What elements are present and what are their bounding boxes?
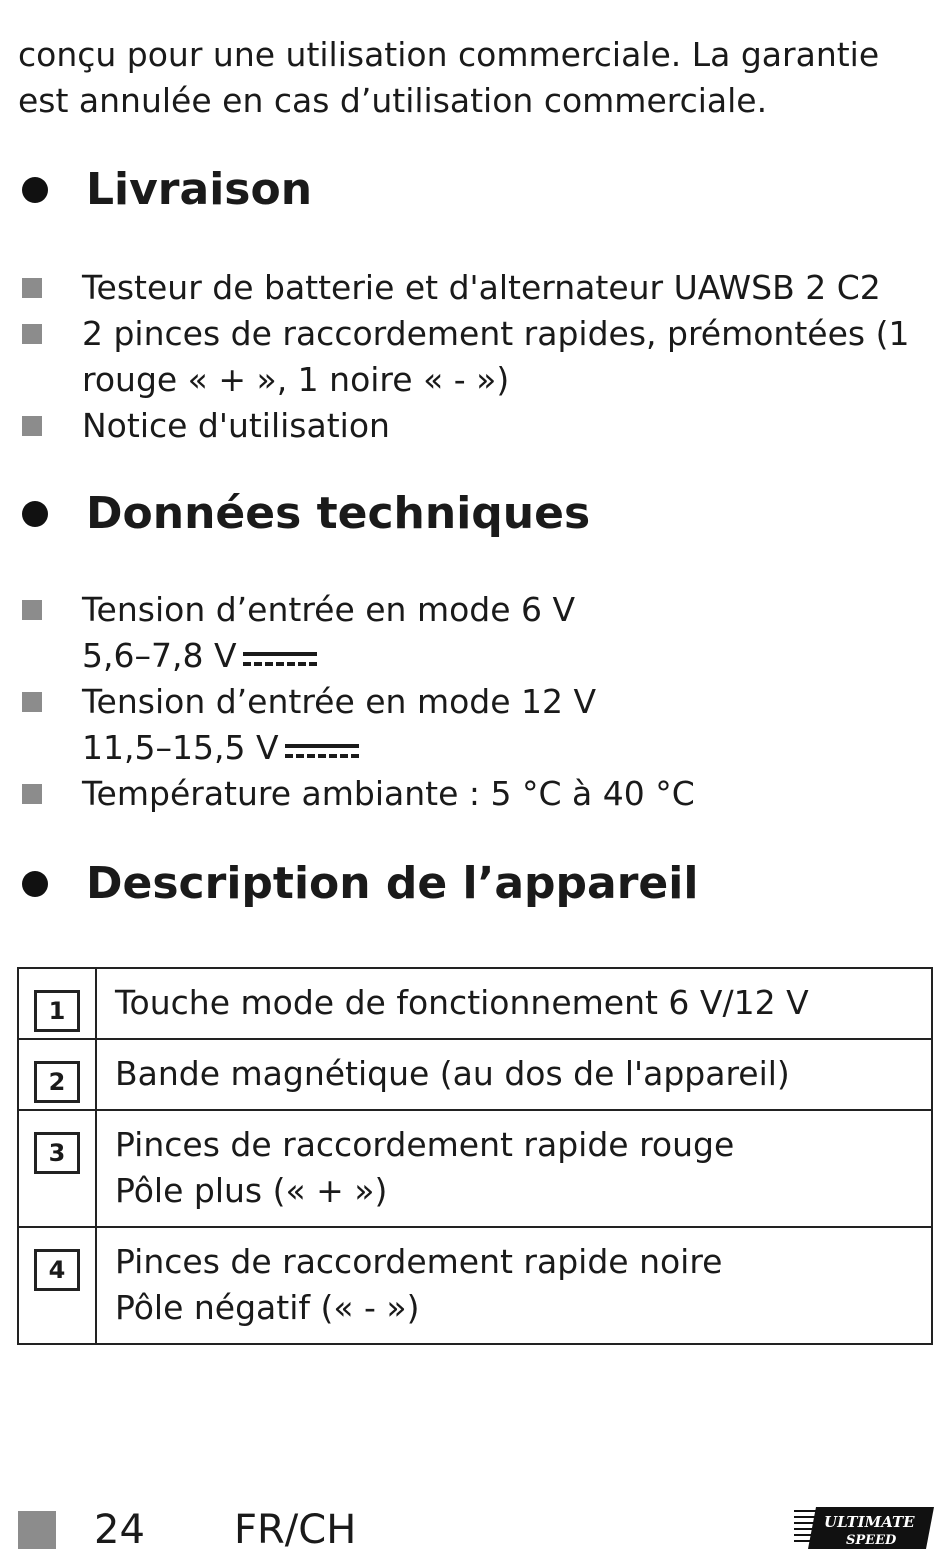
page-footer xyxy=(18,1505,934,1555)
spec-value: 11,5–15,5 V xyxy=(82,728,279,767)
item-description-detail: Pôle négatif (« - ») xyxy=(115,1288,420,1327)
list-item xyxy=(18,311,938,403)
spec-label: Température ambiante : 5 °C à 40 °C xyxy=(82,774,695,813)
spec-label: Tension d’entrée en mode 6 V xyxy=(82,590,576,629)
list-item-text: Testeur de batterie et d'alternateur UAWSB 2 C2 xyxy=(82,268,881,307)
direct-current-icon xyxy=(285,740,359,760)
square-bullet-icon xyxy=(22,692,42,712)
bullet-dot-icon xyxy=(22,177,48,203)
list-item xyxy=(18,403,938,449)
donnees-list xyxy=(18,587,938,817)
bullet-dot-icon xyxy=(22,871,48,897)
table-row xyxy=(18,968,932,1039)
section-heading-livraison xyxy=(18,164,312,215)
square-bullet-icon xyxy=(22,600,42,620)
square-bullet-icon xyxy=(22,324,42,344)
section-title: Description de l’appareil xyxy=(86,858,699,909)
list-item-text: Notice d'utilisation xyxy=(82,406,390,445)
direct-current-icon xyxy=(243,648,317,668)
logo-text-line2: SPEED xyxy=(846,1533,897,1548)
square-bullet-icon xyxy=(22,278,42,298)
ultimate-speed-logo xyxy=(794,1505,934,1551)
table-row xyxy=(18,1039,932,1110)
intro-paragraph: conçu pour une utilisation commerciale. La garantie est annulée en cas d’utilisation commerciale. xyxy=(18,35,880,120)
list-item xyxy=(18,265,938,311)
logo-text-line1: ULTIMATE xyxy=(824,1513,915,1531)
item-number-badge: 1 xyxy=(34,990,80,1032)
square-bullet-icon xyxy=(22,784,42,804)
list-item-text: 2 pinces de raccordement rapides, prémontées (1 rouge « + », 1 noire « - ») xyxy=(82,314,910,399)
page-number: 24 xyxy=(94,1507,145,1553)
square-bullet-icon xyxy=(22,416,42,436)
item-description: Pinces de raccordement rapide rouge xyxy=(115,1125,735,1164)
table-row xyxy=(18,1227,932,1344)
section-heading-description xyxy=(18,858,698,909)
language-code: FR/CH xyxy=(234,1507,357,1553)
list-item xyxy=(18,771,938,817)
item-number-badge: 2 xyxy=(34,1061,80,1103)
section-title: Données techniques xyxy=(86,488,591,539)
section-title: Livraison xyxy=(86,164,313,215)
item-number-badge: 3 xyxy=(34,1132,80,1174)
item-description: Touche mode de fonctionnement 6 V/12 V xyxy=(115,983,809,1022)
item-description: Pinces de raccordement rapide noire xyxy=(115,1242,723,1281)
list-item xyxy=(18,587,938,679)
device-description-table xyxy=(17,967,933,1345)
section-heading-donnees-techniques xyxy=(18,488,590,539)
spec-value: 5,6–7,8 V xyxy=(82,636,237,675)
item-description: Bande magnétique (au dos de l'appareil) xyxy=(115,1054,790,1093)
list-item xyxy=(18,679,938,771)
item-number-badge: 4 xyxy=(34,1249,80,1291)
livraison-list xyxy=(18,265,938,449)
bullet-dot-icon xyxy=(22,501,48,527)
spec-label: Tension d’entrée en mode 12 V xyxy=(82,682,597,721)
table-row xyxy=(18,1110,932,1227)
footer-square-icon xyxy=(18,1511,56,1549)
item-description-detail: Pôle plus (« + ») xyxy=(115,1171,388,1210)
